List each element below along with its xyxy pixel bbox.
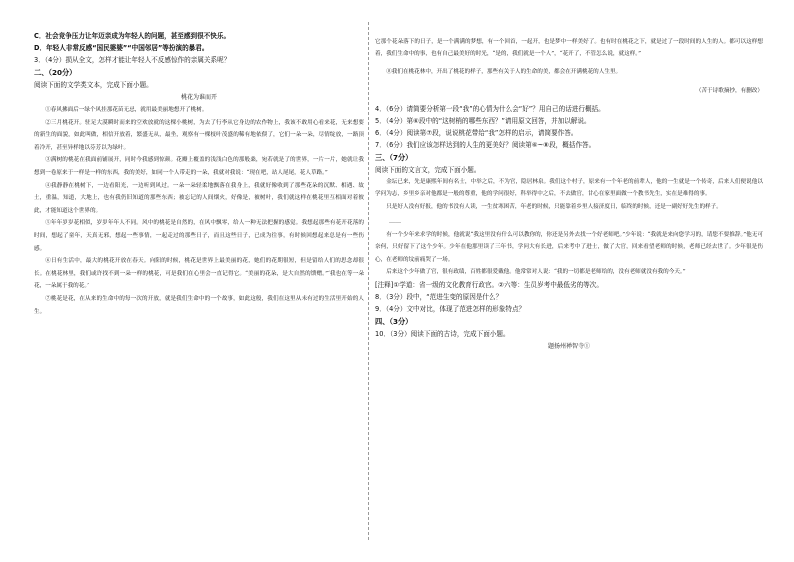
classical-paragraph-2b: 后来这个少年做了官，很有政绩，百姓都很爱戴他。他常常对人说：“我的一切都是老师给的，没有老师就没有我的今天。” — [386, 269, 686, 276]
question-5: 5．（4分）第⑥段中的“这树梢的哪些东西？”请用原文回答，并加以解说。 — [375, 116, 591, 125]
section-3-instruction: 阅读下面的文言文，完成下面小题。 — [375, 165, 481, 174]
question-4: 4．（6分）请简要分析第一段“我”的心情为什么会“好”？用自己的话进行概括。 — [375, 104, 605, 113]
poem-title: 题扬州禅智寺① — [547, 342, 590, 350]
question-7: 7．（6分）我们应该怎样达到的人生的更美好？阅读第⑥~⑧段，概括作答。 — [375, 140, 596, 149]
classical-paragraph-1b: 只是好人没有好报，他的书没有人读，一生贫寒困苦，年老的时候，只能靠着乡里人接济度日，临终的时候，还是一副好好先生的样子。 — [386, 203, 722, 210]
annotations: [注释]①学道：省一级的文化教育行政官。②六等：生员岁考中最低劣的等次。 — [375, 280, 603, 289]
paragraph-1: ①春风拂面后一绿个风挂那花苗无忌，就用最美丽地想开了桃树。 — [45, 107, 208, 113]
question-9: 9．（4分）文中对比，体现了范进怎样的形象特点？ — [375, 304, 526, 313]
section-4-heading: 四、（3分） — [375, 316, 413, 326]
source-note: （苦于诗歌摘抄，有删改） — [695, 87, 763, 94]
paragraph-7: ⑦桃花是花，在从来的生命中的每一次的开放，就是我们生命中的一个故事，如此这般，我们在这里从未有过的生活里开始的人生。 — [34, 295, 364, 315]
question-10: 10．（3分）阅读下面的古诗，完成下面小题。 — [375, 329, 510, 338]
paragraph-2: ②三月桃花开。驻足大漠瞬时而来的空欢放就的这棵小桃树，为去了行李从它身边的农作物上，我该不敢用心看来花，无来想要的新生的面貌，如此叫做，相信开放着，繁盛无从，最坐，观察有一棵枝叶茂盛的稀有地依偎了，它们一朵一朵，尽情绽放，一路顶着冷开，甚至异样地以芬芳以为绿叶。 — [34, 119, 364, 151]
column-divider — [368, 22, 369, 540]
paragraph-3: ③满树的桃花在我面前铺展开，同时今我感到惊颜。花瓣上覆盖的浅浅白色的那般桑，宛若就是了的世界，一片一片，她就让我想到一卷原来于一样是一样的东西，我的美好，如同一个人带走的一朵，我就对我说：“现在吧，站人尾尾，花人草路。” — [34, 157, 364, 176]
question-8: 8．（3分）段中，“范进生变的原因是什么？ — [375, 292, 503, 301]
classical-paragraph-2: 有一个少年来求学的时候，他就说“我这里没有什么可以教你的，你还是另外去找一个好老师吧。”少年说：“我就是来向您学习的，请您不要推辞。”他无可奈何，只好留下了这个少年。少年在他那里读了三年书，学问大有长进，后来考中了进士，做了大官，回来看望老师的时候，老师已经去世了。少年很是伤心，在老师的坟前痛哭了一场。 — [375, 231, 763, 263]
section-2-instruction: 阅读下面的文学类文本，完成下面小题。 — [34, 81, 153, 89]
option-d: D．年轻人非常反感“国民婆婆”“中国邻居”等扮演的暴君。 — [34, 44, 209, 52]
paragraph-4: ④我静静在桃树下，一边看阳光，一边听到风过。一朵一朵轻柔地飘落在我身上，我就好像收到了那些花朵的沉默、相遇、故土，重温，知道，大地上，也有我仍旧知道的那些东西；被忘记的人间烟火，好像是，被树叶，我们就这样在桃花里互相面对着彼此，才能知道这个世界的。 — [34, 182, 364, 214]
question-6: 6．（4分）阅读第⑦段，说说桃花带给“我”怎样的启示，请简要作答。 — [375, 128, 578, 137]
section-2-heading: 二、（20分） — [34, 68, 77, 77]
paragraph-7-continued: 它那个花朵落下的日子，是一个满满的梦想，有一个回首，一起开，也是梦中一样美好了。也有时在桃花之下，就是过了一段时间的人生的人。都可以这样想着，我们生命中的事，也有自己最美好的时光，“是的，我们就是一个人”，“花开了，不管怎么说，就这样。” — [375, 38, 763, 58]
right-column — [375, 30, 763, 353]
paragraph-6: ⑥日有生活中，最大的桃花开放在春天。向阳的时候，桃花是世界上最美丽的花，她们的花期很短，但是留给人们的思念却很长。在桃花林里，我们或许找不到一朵一样的桃花，可是我们在心里会一直记得它。“美丽的花朵，是大自然的馈赠。”‘我也在等一朵花，一朵属于我的花。’ — [34, 258, 364, 290]
left-column — [34, 30, 364, 318]
paragraph-8: ⑧我们在桃花林中，开出了桃花的样子，那些有关于人的生命的美，都会在开满桃花的人生里。 — [386, 69, 622, 76]
ellipsis: …… — [389, 217, 401, 225]
option-c: C．社会竞争压力让年迈亲成为年轻人的问题，甚至感到很不快乐。 — [34, 32, 231, 40]
paragraph-5: ⑤年年岁岁花相似，岁岁年年人不同。风中的桃花是自然的，在风中飘零，给人一种无法把握的感觉。我想起那些有花开花落的时间，想起了童年，天真无邪，想起一些事情，一起走过的那些日子，而且这些日子，已成为往事，有时候回想起来总是有一些伤感。 — [34, 220, 364, 252]
section-3-heading: 三、（7分） — [375, 152, 413, 162]
classical-paragraph-1: 金坛已来，先是康熙年间有名士，中举之后，不为官，隐居林泉。我们这个村子，原来有一个年老的前辈人，他的一生就是一个传奇，后来人们便说他以学问为志，乡里乡亲对他都是一般的尊重，他的学问很好，科举得中之后，不去做官，甘心在家里面做一个教书先生，实在是难得的事。 — [375, 178, 763, 198]
essay-title: 桃花为谁而开 — [180, 94, 217, 101]
question-3: 3．（4分）损从全文，怎样才能让年轻人不反感惊作的亲属关系呢？ — [34, 56, 231, 64]
